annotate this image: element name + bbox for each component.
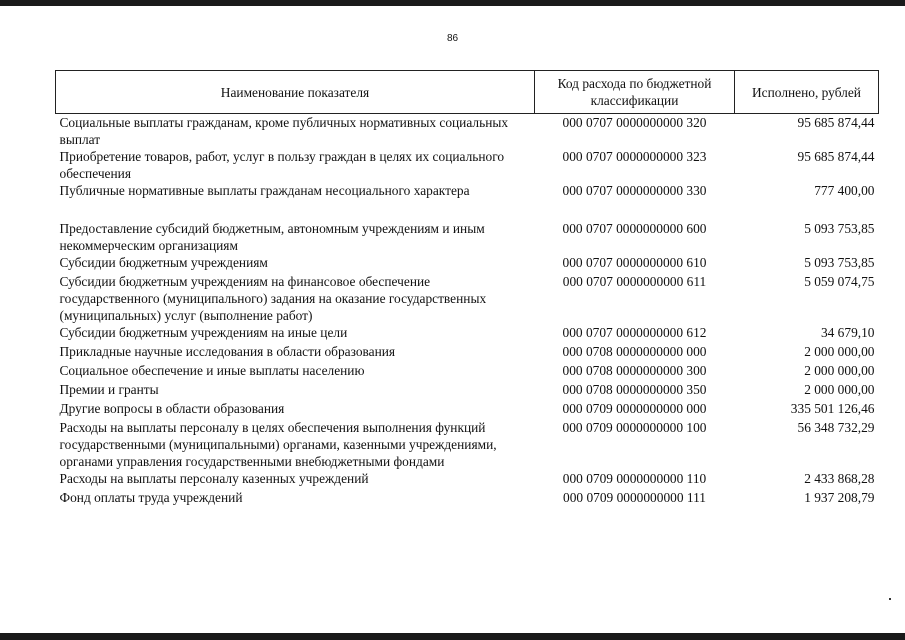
row-name: Субсидии бюджетным учреждениям [59, 255, 268, 270]
row-spacer [56, 201, 879, 220]
header-indicator-name: Наименование показателя [56, 71, 535, 114]
table-row [56, 254, 879, 273]
table-row [56, 220, 879, 254]
table-row [56, 182, 879, 201]
row-name: Премии и гранты [59, 382, 159, 397]
row-amount: 95 685 874,44 [797, 115, 875, 130]
header-executed-amount: Исполнено, рублей [735, 71, 879, 114]
row-amount: 777 400,00 [814, 183, 875, 198]
table-row [56, 489, 879, 508]
table-row [56, 419, 879, 470]
table-header-row [56, 71, 879, 114]
row-code: 000 0707 0000000000 612 [562, 325, 707, 340]
scan-bottom-border [0, 633, 905, 640]
row-code: 000 0709 0000000000 000 [562, 401, 707, 416]
table-row [56, 381, 879, 400]
row-code: 000 0708 0000000000 000 [562, 344, 707, 359]
row-amount: 1 937 208,79 [804, 490, 875, 505]
row-amount: 56 348 732,29 [797, 420, 875, 435]
row-name: Другие вопросы в области образования [59, 401, 285, 416]
row-code: 000 0707 0000000000 610 [562, 255, 707, 270]
page-number: 86 [446, 33, 459, 44]
row-name: Социальные выплаты гражданам, кроме публичных нормативных социальных выплат [59, 115, 509, 147]
row-code: 000 0709 0000000000 110 [562, 471, 707, 486]
row-name: Публичные нормативные выплаты гражданам несоциального характера [59, 183, 470, 198]
row-amount: 5 093 753,85 [804, 221, 875, 236]
row-code: 000 0707 0000000000 323 [562, 149, 707, 164]
row-name: Прикладные научные исследования в области образования [59, 344, 396, 359]
row-code: 000 0709 0000000000 111 [563, 490, 706, 505]
row-name: Приобретение товаров, работ, услуг в пользу граждан в целях их социального обеспечения [59, 149, 505, 181]
header-expense-code: Код расхода по бюджетной классификации [535, 71, 735, 114]
table-row [56, 470, 879, 489]
row-code: 000 0707 0000000000 611 [562, 274, 707, 289]
row-code: 000 0708 0000000000 350 [562, 382, 707, 397]
row-name: Социальное обеспечение и иные выплаты населению [59, 363, 365, 378]
row-name: Расходы на выплаты персоналу казенных учреждений [59, 471, 369, 486]
row-amount: 2 000 000,00 [804, 363, 875, 378]
row-code: 000 0707 0000000000 320 [562, 115, 707, 130]
budget-execution-table [55, 70, 879, 508]
row-amount: 95 685 874,44 [797, 149, 875, 164]
table-row [56, 148, 879, 182]
table-row [56, 400, 879, 419]
table-row [56, 324, 879, 343]
row-amount: 34 679,10 [820, 325, 875, 340]
row-name: Расходы на выплаты персоналу в целях обеспечения выполнения функций государственными (муниципальными) органами, казенными учреждениями, органами управления государственными внебюджетными фондами [59, 420, 497, 469]
scan-speck [889, 598, 891, 600]
table-row [56, 114, 879, 149]
row-code: 000 0708 0000000000 300 [562, 363, 707, 378]
table-row [56, 273, 879, 324]
row-name: Субсидии бюджетным учреждениям на иные цели [59, 325, 348, 340]
row-amount: 2 000 000,00 [804, 344, 875, 359]
row-name: Фонд оплаты труда учреждений [59, 490, 243, 505]
row-code: 000 0709 0000000000 100 [562, 420, 707, 435]
row-amount: 335 501 126,46 [790, 401, 875, 416]
row-amount: 5 059 074,75 [804, 274, 875, 289]
scan-top-border [0, 0, 905, 6]
table-row [56, 343, 879, 362]
row-name: Субсидии бюджетным учреждениям на финансовое обеспечение государственного (муниципального) задания на оказание государственных (муниципальных) услуг (выполнение работ) [59, 274, 487, 323]
row-amount: 2 000 000,00 [804, 382, 875, 397]
row-amount: 2 433 868,28 [804, 471, 875, 486]
row-name: Предоставление субсидий бюджетным, автономным учреждениям и иным некоммерческим организациям [59, 221, 485, 253]
row-code: 000 0707 0000000000 330 [562, 183, 707, 198]
table-row [56, 362, 879, 381]
row-code: 000 0707 0000000000 600 [562, 221, 707, 236]
row-amount: 5 093 753,85 [804, 255, 875, 270]
